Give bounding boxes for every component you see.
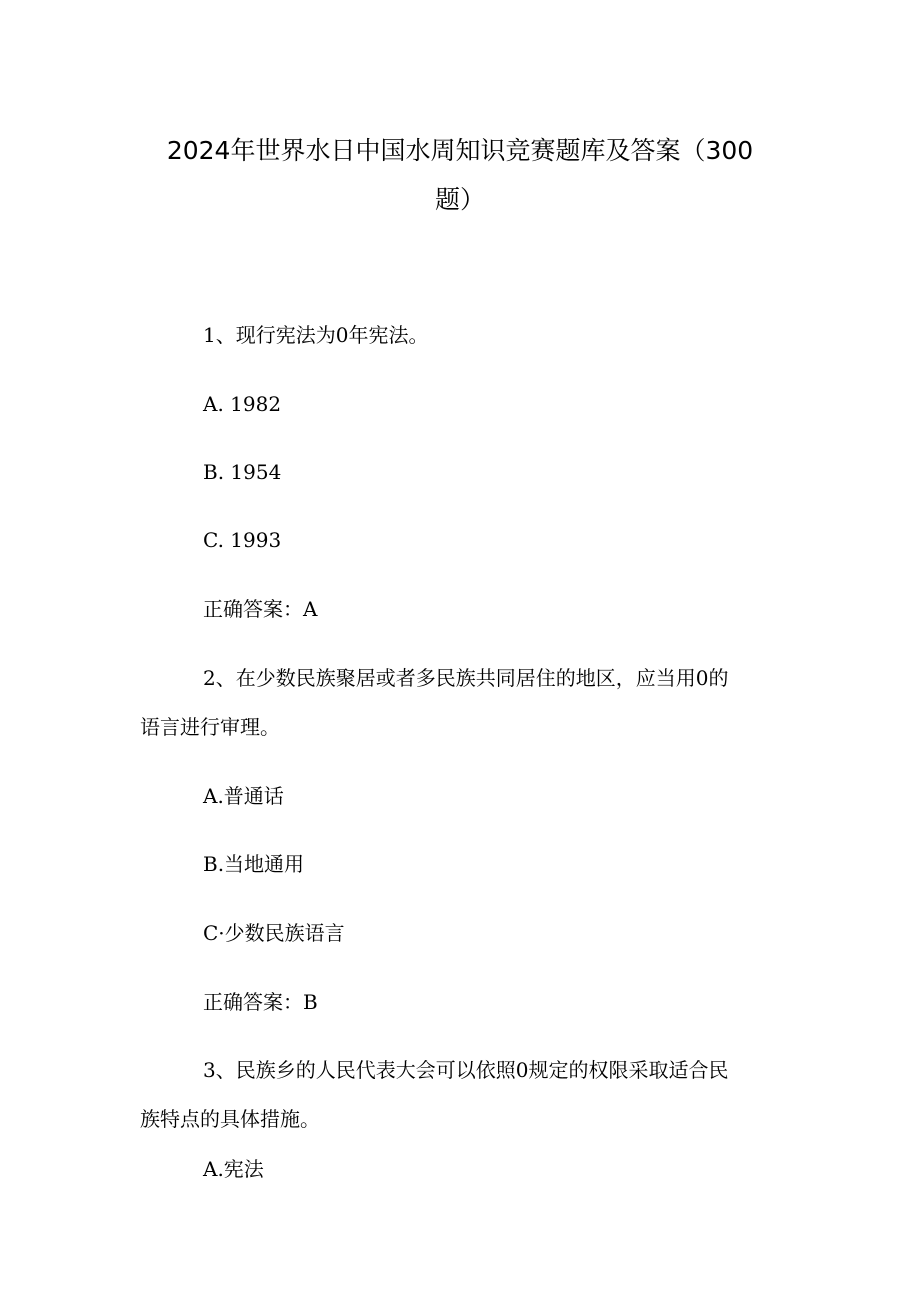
question-2-option-b: B.当地通用 bbox=[203, 852, 305, 876]
question-2-answer: 正确答案：B bbox=[203, 990, 318, 1014]
question-2-stem-line-1: 2、在少数民族聚居或者多民族共同居住的地区，应当用0的 bbox=[203, 666, 729, 690]
question-1-option-c: C. 1993 bbox=[203, 528, 282, 552]
question-3-stem-line-2: 族特点的具体措施。 bbox=[140, 1107, 320, 1131]
question-2-stem-line-2: 语言进行审理。 bbox=[140, 715, 280, 739]
question-1-stem: 1、现行宪法为0年宪法。 bbox=[203, 323, 429, 347]
document-title-line-1: 2024年世界水日中国水周知识竞赛题库及答案（300 bbox=[166, 136, 754, 165]
document-title-line-2: 题） bbox=[434, 185, 485, 214]
question-3-option-a: A.宪法 bbox=[203, 1157, 264, 1181]
question-2-option-a: A.普通话 bbox=[203, 784, 284, 808]
question-3-stem-line-1: 3、民族乡的人民代表大会可以依照0规定的权限采取适合民 bbox=[203, 1058, 729, 1082]
question-1-option-a: A. 1982 bbox=[203, 392, 282, 416]
question-1-option-b: B. 1954 bbox=[203, 460, 282, 484]
question-1-answer: 正确答案：A bbox=[203, 597, 318, 621]
question-2-option-c: C·少数民族语言 bbox=[203, 921, 345, 945]
